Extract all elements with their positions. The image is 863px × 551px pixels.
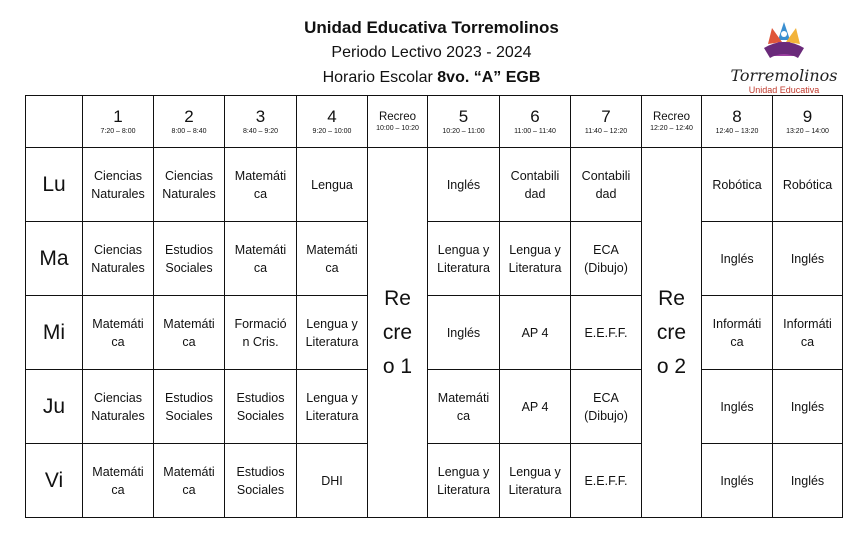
period-number: Recreo: [378, 110, 417, 123]
subject-cell: Inglés: [702, 444, 773, 518]
subject-cell: Ciencias Naturales: [154, 148, 225, 222]
period-time: 8:40 – 9:20: [242, 127, 279, 135]
school-title: Unidad Educativa Torremolinos: [304, 18, 559, 37]
period-header: [428, 96, 500, 148]
subject-cell: Inglés: [702, 370, 773, 444]
subject-cell: AP 4: [500, 296, 571, 370]
subject-cell: ECA (Dibujo): [571, 370, 642, 444]
schedule-row: [26, 444, 843, 518]
period-header: [642, 96, 702, 148]
subject-cell: Matemáti ca: [154, 444, 225, 518]
logo-subtitle: Unidad Educativa: [748, 85, 820, 95]
school-period: Periodo Lectivo 2023 - 2024: [331, 44, 532, 61]
period-number: 1: [113, 106, 123, 126]
period-number: 2: [184, 106, 194, 126]
subject-cell: Lengua y Literatura: [297, 296, 368, 370]
subject-cell: Estudios Sociales: [225, 444, 297, 518]
school-logo: [728, 18, 840, 96]
subject-cell: Ciencias Naturales: [83, 370, 154, 444]
period-number: 7: [601, 106, 611, 126]
subject-cell: Inglés: [428, 296, 500, 370]
schedule-prefix: Horario Escolar: [322, 69, 438, 86]
day-label: Vi: [26, 444, 83, 518]
subject-cell: Informáti ca: [702, 296, 773, 370]
logo-emblem-icon: [728, 18, 840, 68]
period-header: [154, 96, 225, 148]
schedule-row: [26, 296, 843, 370]
subject-cell: Matemáti ca: [83, 296, 154, 370]
subject-cell: Lengua y Literatura: [428, 222, 500, 296]
schedule-row: [26, 148, 843, 222]
subject-cell: Matemáti ca: [154, 296, 225, 370]
subject-cell: E.E.F.F.: [571, 296, 642, 370]
subject-cell: Matemáti ca: [225, 148, 297, 222]
period-number: 6: [530, 106, 540, 126]
subject-cell: Estudios Sociales: [225, 370, 297, 444]
period-time: 12:20 – 12:40: [650, 124, 693, 132]
period-header: [500, 96, 571, 148]
day-label: Ma: [26, 222, 83, 296]
subject-cell: Robótica: [702, 148, 773, 222]
subject-cell: ECA (Dibujo): [571, 222, 642, 296]
subject-cell: Lengua y Literatura: [428, 444, 500, 518]
period-header: [702, 96, 773, 148]
period-number: 9: [802, 106, 813, 126]
period-time: 7:20 – 8:00: [100, 127, 136, 135]
schedule-row: [26, 222, 843, 296]
subject-cell: Lengua y Literatura: [500, 444, 571, 518]
schedule-grade: 8vo. “A” EGB: [437, 69, 541, 86]
period-header: [225, 96, 297, 148]
subject-cell: Matemáti ca: [297, 222, 368, 296]
period-number: 5: [458, 106, 469, 126]
subject-cell: Robótica: [773, 148, 843, 222]
subject-cell: Estudios Sociales: [154, 370, 225, 444]
day-label: Mi: [26, 296, 83, 370]
subject-cell: Inglés: [702, 222, 773, 296]
subject-cell: Inglés: [773, 222, 843, 296]
recess-cell: Re cre o 2: [642, 148, 702, 518]
period-time: 11:40 – 12:20: [584, 127, 628, 135]
corner-cell: [26, 96, 83, 148]
period-header: [368, 96, 428, 148]
subject-cell: Lengua: [297, 148, 368, 222]
subject-cell: Inglés: [773, 370, 843, 444]
subject-cell: Lengua y Literatura: [500, 222, 571, 296]
period-time: 10:20 – 11:00: [442, 127, 485, 135]
period-number: Recreo: [652, 110, 691, 123]
period-time: 10:00 – 10:20: [376, 124, 419, 132]
header-row: [26, 96, 843, 148]
period-time: 9:20 – 10:00: [312, 127, 352, 135]
period-header: [297, 96, 368, 148]
subject-cell: Ciencias Naturales: [83, 148, 154, 222]
period-time: 11:00 – 11:40: [514, 127, 556, 135]
period-time: 13:20 – 14:00: [786, 127, 829, 135]
period-number: 4: [327, 106, 337, 126]
schedule-row: [26, 370, 843, 444]
day-label: Ju: [26, 370, 83, 444]
subject-cell: Contabili dad: [500, 148, 571, 222]
period-number: 3: [255, 106, 266, 126]
subject-cell: Estudios Sociales: [154, 222, 225, 296]
logo-wordmark: Torremolinos: [730, 66, 838, 85]
subject-cell: Inglés: [428, 148, 500, 222]
period-number: 8: [732, 106, 742, 126]
period-header: [773, 96, 843, 148]
period-header: [83, 96, 154, 148]
day-label: Lu: [26, 148, 83, 222]
period-time: 8:00 – 8:40: [171, 127, 207, 135]
period-time: 12:40 – 13:20: [715, 127, 759, 135]
subject-cell: Ciencias Naturales: [83, 222, 154, 296]
schedule-table: [25, 95, 843, 518]
subject-cell: Inglés: [773, 444, 843, 518]
subject-cell: Informáti ca: [773, 296, 843, 370]
subject-cell: Formació n Cris.: [225, 296, 297, 370]
subject-cell: DHI: [297, 444, 368, 518]
subject-cell: Lengua y Literatura: [297, 370, 368, 444]
recess-cell: Re cre o 1: [368, 148, 428, 518]
subject-cell: E.E.F.F.: [571, 444, 642, 518]
subject-cell: Matemáti ca: [225, 222, 297, 296]
period-header: [571, 96, 642, 148]
subject-cell: Matemáti ca: [428, 370, 500, 444]
subject-cell: AP 4: [500, 370, 571, 444]
subject-cell: Contabili dad: [571, 148, 642, 222]
subject-cell: Matemáti ca: [83, 444, 154, 518]
